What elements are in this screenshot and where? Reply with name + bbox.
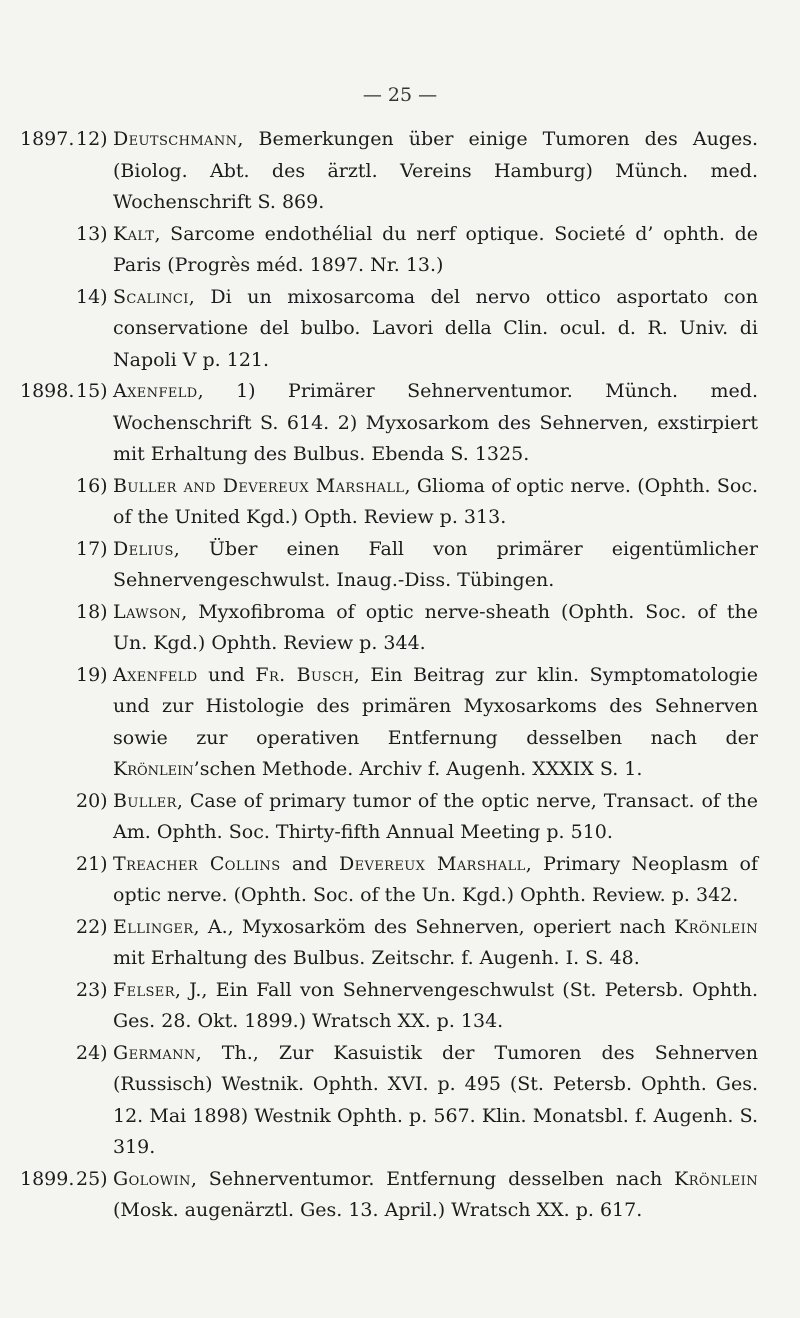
- entry-author: Kalt: [113, 222, 155, 245]
- entry-year: 1897.: [20, 128, 75, 150]
- entry-text: , Th., Zur Kasuistik der Tumoren des Sehnerven (Russisch) Westnik. Ophth. XVI. p. 495 (St. Petersb. Ophth. Ges. 12. Mai 1898) Westnik Ophth. p. 567. Klin. Monatsbl. f. Augenh. S. 319.: [113, 1041, 758, 1158]
- bibliography-entry: [0, 912, 800, 975]
- entry-citation: [113, 471, 758, 534]
- entry-number: 12): [76, 128, 108, 150]
- entry-text: , A., Myxosarköm des Sehnerven, operiert nach: [193, 915, 675, 938]
- entry-citation: [113, 975, 758, 1038]
- bibliography-entry: [0, 597, 800, 660]
- entry-number: 21): [76, 852, 108, 875]
- entry-text: mit Erhaltung des Bulbus. Zeitschr. f. Augenh. I. S. 48.: [113, 947, 640, 969]
- entry-number: 17): [76, 537, 108, 560]
- entry-citation: [113, 597, 758, 660]
- bibliography-list: [0, 124, 800, 1227]
- entry-number: 16): [76, 474, 108, 497]
- bibliography-entry: [0, 471, 800, 534]
- bibliography-entry: [0, 849, 800, 912]
- entry-author: Devereux Marshall: [338, 852, 526, 875]
- entry-author: Krönlein: [674, 1167, 758, 1190]
- entry-citation: [113, 282, 758, 377]
- entry-author: Fr. Busch: [255, 663, 354, 686]
- entry-text: , Sarcome endothélial du nerf optique. Societé d’ ophth. de Paris (Progrès méd. 1897. Nr. 13.): [113, 222, 758, 276]
- entry-author: Buller and Devereux Marshall: [113, 474, 405, 497]
- bibliography-entry: [0, 376, 800, 471]
- entry-author: Deutschmann: [113, 128, 238, 150]
- entry-author: Lawson: [113, 600, 182, 623]
- bibliography-entry: [0, 1164, 800, 1227]
- entry-year: 1898.: [20, 380, 75, 402]
- entry-text: , Myxofibroma of optic nerve-sheath (Ophth. Soc. of the Un. Kgd.) Ophth. Review p. 344.: [113, 600, 758, 654]
- entry-citation: [113, 849, 758, 912]
- entry-number: 15): [76, 380, 108, 402]
- entry-text: , Di un mixosarcoma del nervo ottico asportato con conservatione del bulbo. Lavori della Clin. ocul. d. R. Univ. di Napoli V p. 121.: [113, 285, 758, 371]
- entry-citation: [113, 124, 758, 219]
- entry-author: Treacher Collins: [113, 852, 281, 875]
- entry-number: 22): [76, 915, 108, 938]
- entry-author: Golowin: [113, 1167, 191, 1190]
- bibliography-entry: [0, 282, 800, 377]
- entry-text: , Glioma of optic nerve. (Ophth. Soc. of the United Kgd.) Opth. Review p. 313.: [113, 474, 758, 528]
- entry-citation: [113, 912, 758, 975]
- entry-citation: [113, 219, 758, 282]
- entry-author: Axenfeld: [113, 663, 198, 686]
- entry-text: , J., Ein Fall von Sehnervengeschwulst (St. Petersb. Ophth. Ges. 28. Okt. 1899.) Wratsch XX. p. 134.: [113, 978, 758, 1032]
- page-number: — 25 —: [362, 84, 438, 106]
- entry-author: Felser: [113, 978, 175, 1001]
- entry-author: Germann: [113, 1041, 196, 1064]
- entry-citation: [113, 534, 758, 597]
- entry-number: 13): [76, 222, 108, 245]
- entry-number: 24): [76, 1041, 108, 1064]
- entry-citation: [113, 786, 758, 849]
- entry-text: und: [197, 663, 256, 686]
- entry-author: Buller: [113, 789, 177, 812]
- entry-text: ’schen Methode. Archiv f. Augenh. XXXIX S. 1.: [193, 758, 643, 780]
- entry-author: Ellinger: [113, 915, 194, 938]
- entry-number: 14): [76, 285, 108, 308]
- entry-text: , Ein Beitrag zur klin. Symptomatologie und zur Histologie des primären Myxosarkoms des Sehnerven sowie zur operativen Entfernung desselben nach der: [113, 663, 758, 749]
- entry-text: , Sehnerventumor. Entfernung desselben nach: [190, 1167, 675, 1190]
- bibliography-entry: [0, 534, 800, 597]
- bibliography-entry: [0, 786, 800, 849]
- entry-citation: [113, 1038, 758, 1164]
- entry-number: 20): [76, 789, 108, 812]
- bibliography-entry: [0, 1038, 800, 1164]
- entry-author: Scalinci: [113, 285, 189, 308]
- entry-author: Delius: [113, 537, 174, 560]
- entry-text: and: [280, 852, 339, 875]
- entry-number: 19): [76, 663, 108, 686]
- entry-text: (Mosk. augenärztl. Ges. 13. April.) Wratsch XX. p. 617.: [113, 1199, 643, 1221]
- bibliography-entry: [0, 975, 800, 1038]
- entry-author: Krönlein: [113, 758, 194, 780]
- entry-author: Axenfeld: [113, 380, 198, 402]
- entry-text: , 1) Primärer Sehnerventumor. Münch. med. Wochenschrift S. 614. 2) Myxosarkom des Sehnerven, exstirpiert mit Erhaltung des Bulbus. Ebenda S. 1325.: [113, 380, 758, 465]
- bibliography-entry: [0, 660, 800, 786]
- entry-author: Krönlein: [674, 915, 758, 938]
- bibliography-entry: [0, 124, 800, 219]
- entry-text: , Bemerkungen über einige Tumoren des Auges. (Biolog. Abt. des ärztl. Vereins Hamburg) Münch. med. Wochenschrift S. 869.: [113, 128, 758, 213]
- entry-number: 25): [76, 1167, 108, 1190]
- entry-citation: [113, 1164, 758, 1227]
- entry-number: 18): [76, 600, 108, 623]
- bibliography-entry: [0, 219, 800, 282]
- entry-year: 1899.: [20, 1167, 75, 1190]
- entry-text: , Primary Neoplasm of optic nerve. (Ophth. Soc. of the Un. Kgd.) Ophth. Review. p. 342.: [113, 852, 758, 906]
- entry-text: , Case of primary tumor of the optic nerve, Transact. of the Am. Ophth. Soc. Thirty-fifth Annual Meeting p. 510.: [113, 789, 758, 843]
- entry-citation: [113, 660, 758, 786]
- entry-text: , Über einen Fall von primärer eigentümlicher Sehnervengeschwulst. Inaug.-Diss. Tübingen.: [113, 537, 758, 591]
- entry-number: 23): [76, 978, 108, 1001]
- entry-citation: [113, 376, 758, 471]
